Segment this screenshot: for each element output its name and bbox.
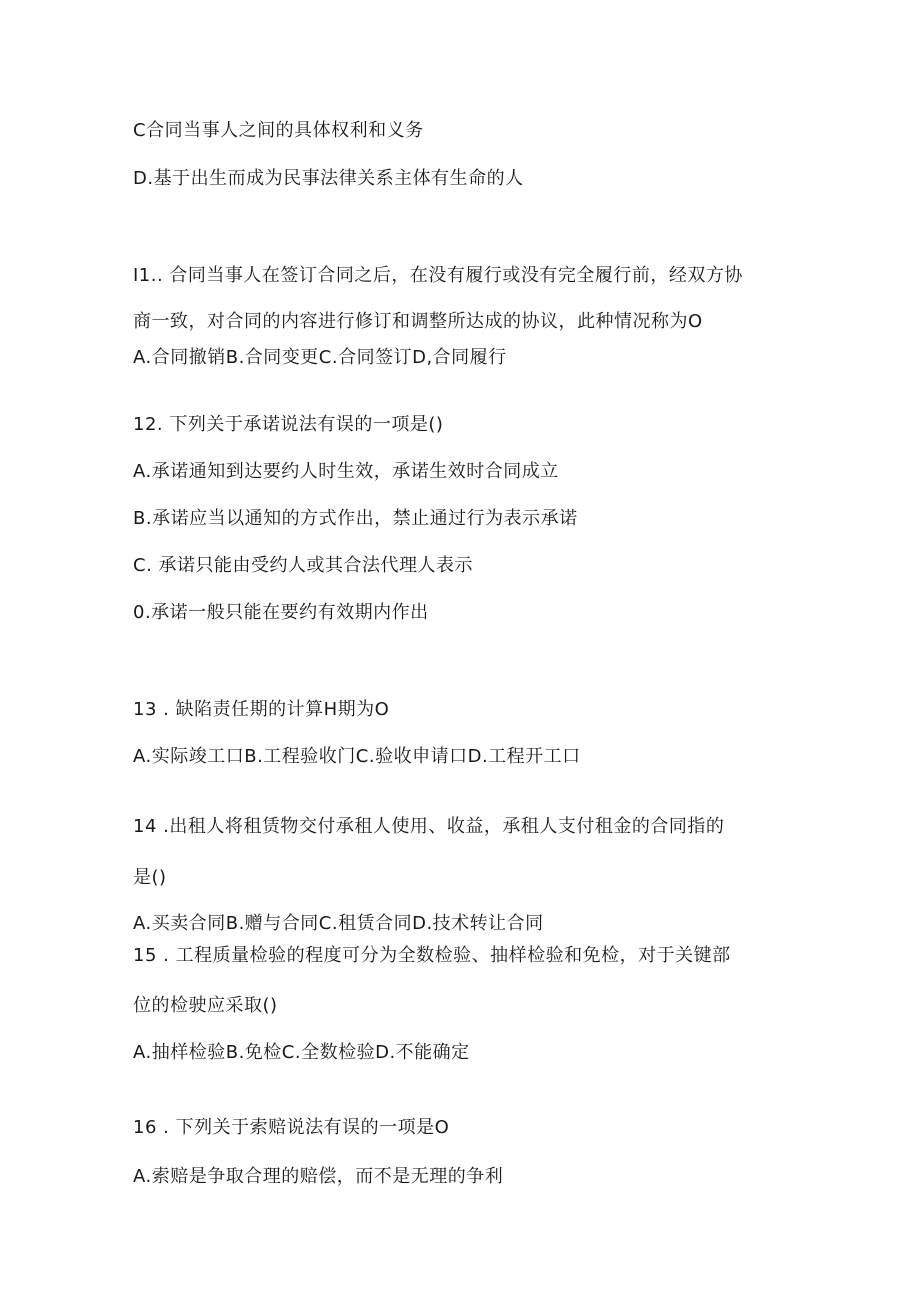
text-line: B.承诺应当以通知的方式作出，禁止通过行为表示承诺 (133, 508, 578, 529)
text-line: 15 . 工程质量检验的程度可分为全数检验、抽样检验和免检，对于关键部 (133, 945, 731, 966)
text-line: 0.承诺一般只能在要约有效期内作出 (133, 602, 429, 623)
text-line: 16 . 下列关于索赔说法有误的一项是O (133, 1117, 450, 1138)
text-line: C合同当事人之间的具体权利和义务 (133, 120, 424, 141)
text-line: A.买卖合同B.赠与合同C.租赁合同D.技术转让合同 (133, 913, 544, 934)
text-line: I1.. 合同当事人在签订合同之后，在没有履行或没有完全履行前，经双方协 (133, 265, 743, 286)
text-line: A.索赔是争取合理的赔偿，而不是无理的争利 (133, 1166, 504, 1187)
text-line: 商一致，对合同的内容进行修订和调整所达成的协议，此种情况称为O (133, 311, 703, 332)
text-line: C. 承诺只能由受约人或其合法代理人表示 (133, 555, 474, 576)
text-line: A.承诺通知到达要约人时生效，承诺生效时合同成立 (133, 461, 559, 482)
text-line: 是() (133, 867, 167, 888)
text-line: 13 . 缺陷责任期的计算H期为O (133, 699, 390, 720)
text-line: A.实际竣工口B.工程验收门C.验收申请口D.工程开工口 (133, 746, 581, 767)
text-line: 12. 下列关于承诺说法有误的一项是() (133, 414, 444, 435)
text-line: D.基于出生而成为民事法律关系主体有生命的人 (133, 168, 524, 189)
text-line: A.抽样检验B.免检C.全数检验D.不能确定 (133, 1042, 470, 1063)
text-line: 位的检驶应采取() (133, 995, 278, 1016)
text-line: 14 .出租人将租赁物交付承租人使用、收益，承租人支付租金的合同指的 (133, 816, 725, 837)
text-line: A.合同撤销B.合同变更C.合同签订D,合同履行 (133, 347, 507, 368)
